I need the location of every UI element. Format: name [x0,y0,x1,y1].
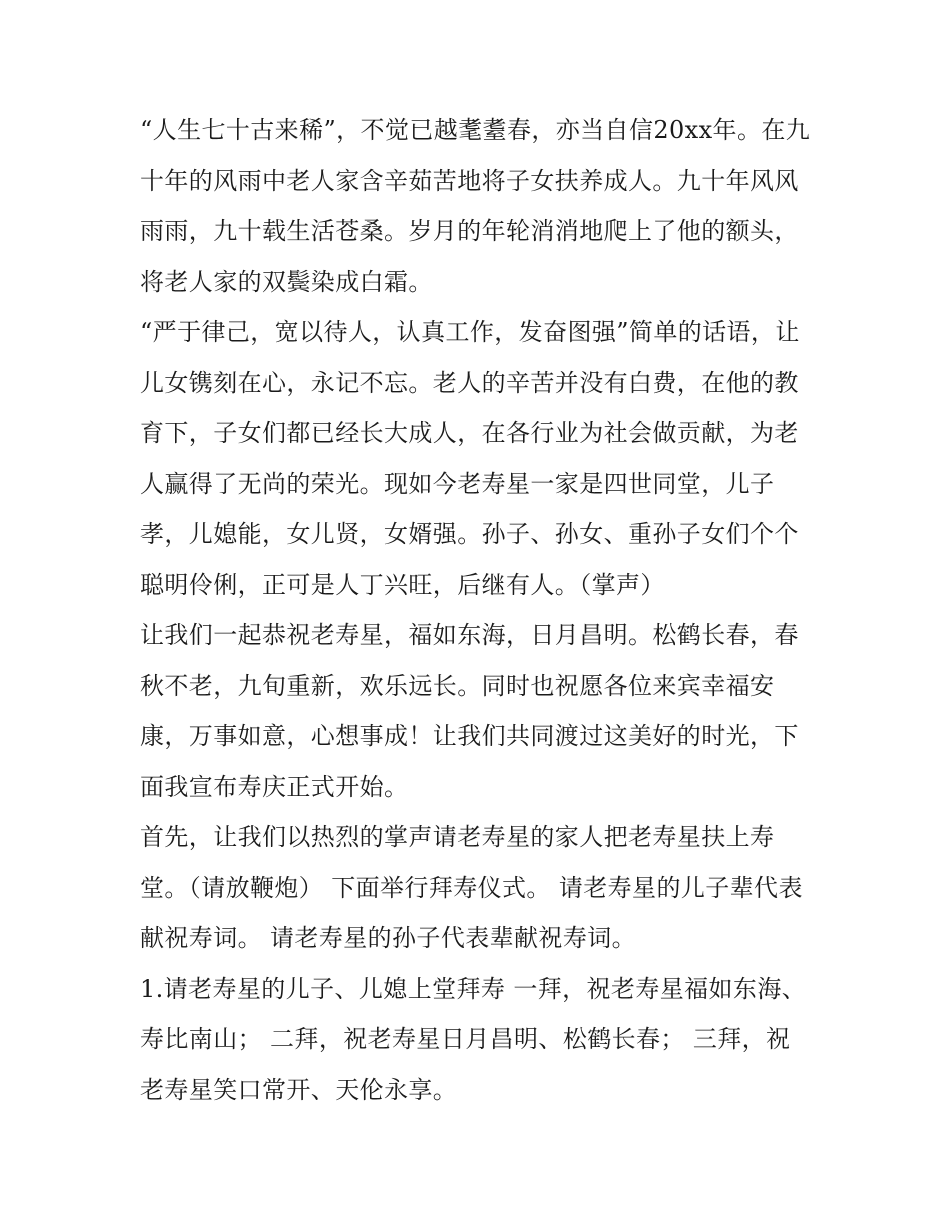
document-body [140,105,812,1115]
paragraph-ceremony-start: 首先，让我们以热烈的掌声请老寿星的家人把老寿星扶上寿堂。（请放鞭炮） 下面举行拜寿仪式。 请老寿星的儿子辈代表献祝寿词。 请老寿星的孙子代表辈献祝寿词。 [140,823,803,952]
paragraph-family-virtues: “严于律己，宽以待人，认真工作，发奋图强”简单的话语，让儿女镌刻在心，永记不忘。老人的辛苦并没有白费，在他的教育下，子女们都已经长大成人，在各行业为社会做贡献，为老人赢得了无尚的荣光。现如今老寿星一家是四世同堂，儿子孝，儿媳能，女儿贤，女婿强。孙子、孙女、重孙子女们个个聪明伶俐，正可是人丁兴旺，后继有人。（掌声） [140,318,800,599]
paragraph-birthday-opening: “人生七十古来稀”，不觉已越耄耋春，亦当自信20xx年。在九十年的风雨中老人家含辛茹苦地将子女扶养成人。九十年风风雨雨，九十载生活苍桑。岁月的年轮消消地爬上了他的额头，将老人家的双鬓染成白霜。 [140,116,811,296]
paragraph-bowing-ritual: 1.请老寿星的儿子、儿媳上堂拜寿 一拜，祝老寿星福如东海、寿比南山； 二拜，祝老寿星日月昌明、松鹤长春； 三拜，祝老寿星笑口常开、天伦永享。 [140,974,807,1104]
paragraph-blessings: 让我们一起恭祝老寿星，福如东海，日月昌明。松鹤长春，春秋不老，九旬重新，欢乐远长。同时也祝愿各位来宾幸福安康，万事如意，心想事成！让我们共同渡过这美好的时光，下面我宣布寿庆正式开始。 [140,621,799,801]
